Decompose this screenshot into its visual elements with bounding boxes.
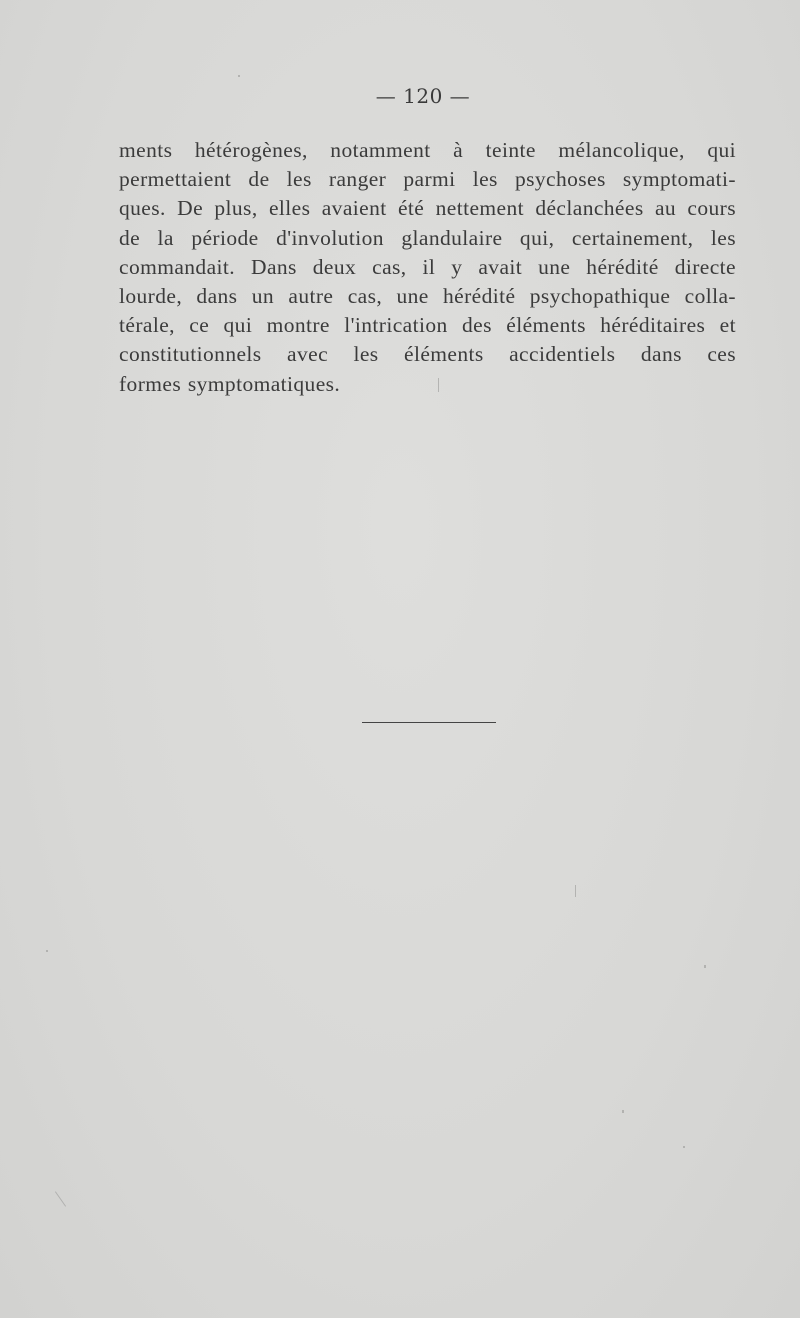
- paper-speck: [438, 378, 439, 392]
- paragraph-line: permettaient de les ranger parmi les psychoses symptomati-: [119, 167, 736, 192]
- paragraph-line: ques. De plus, elles avaient été nettement déclanchées au cours: [119, 196, 736, 221]
- page-number: — 120 —: [375, 84, 471, 108]
- paper-speck: [55, 1191, 66, 1206]
- paper-speck: [575, 885, 576, 897]
- body-paragraph: [119, 136, 736, 399]
- paragraph-line: constitutionnels avec les éléments accidentiels dans ces: [119, 342, 736, 367]
- paragraph-line: commandait. Dans deux cas, il y avait une hérédité directe: [119, 254, 736, 279]
- paragraph-line: de la période d'involution glandulaire qui, certainement, les: [119, 225, 736, 250]
- paper-speck: [704, 965, 706, 968]
- paragraph-line: térale, ce qui montre l'intrication des éléments héréditaires et: [119, 313, 736, 338]
- paper-speck: [238, 75, 240, 77]
- paragraph-line: lourde, dans un autre cas, une hérédité psychopathique colla-: [119, 284, 736, 309]
- paragraph-line: ments hétérogènes, notamment à teinte mélancolique, qui: [119, 138, 736, 162]
- paragraph-line: formes symptomatiques.: [119, 371, 341, 396]
- section-divider: [362, 722, 496, 723]
- paper-speck: [683, 1146, 685, 1148]
- paper-speck: [622, 1110, 624, 1113]
- paper-speck: [46, 950, 48, 952]
